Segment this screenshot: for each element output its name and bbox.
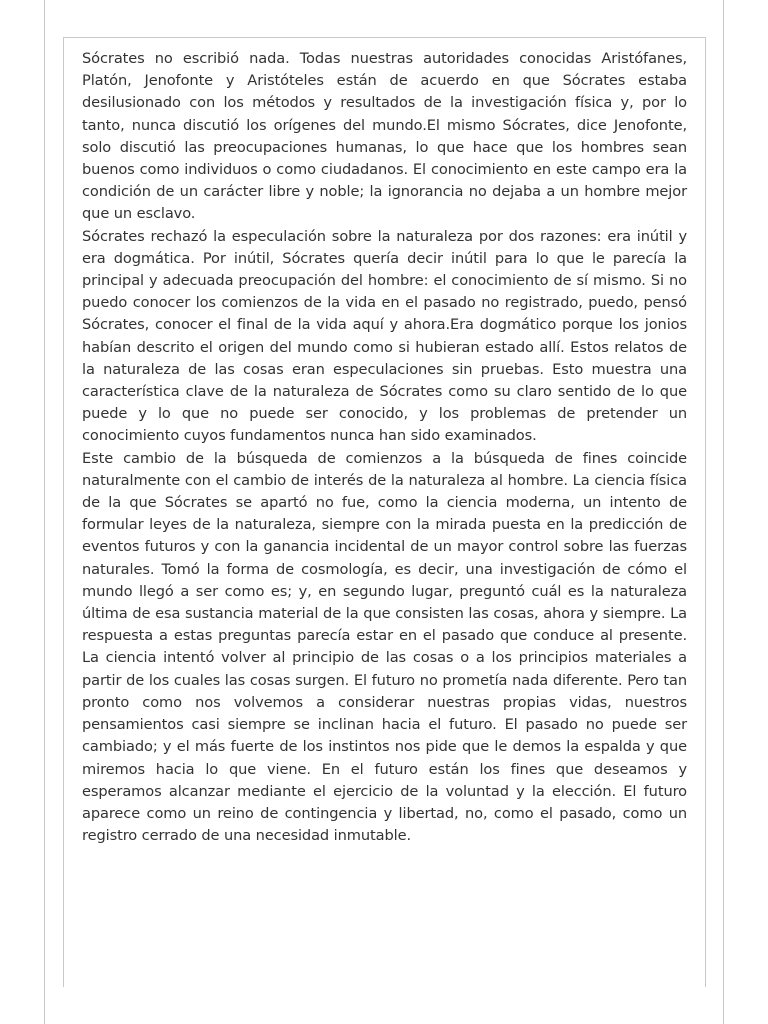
paragraph-2: Sócrates rechazó la especulación sobre la naturaleza por dos razones: era inútil y era dogmática. Por inútil, Sócrates quería decir inútil para lo que le parecía la principal y adecuada preocupación del hombre: el conocimiento de sí mismo. Si no puedo conocer los comienzos de la vida en el pasado no registrado, puedo, pensó Sócrates, conocer el final de la vida aquí y ahora.Era dogmático porque los jonios habían descrito el origen del mundo como si hubieran estado allí. Estos relatos de la naturaleza de las cosas eran especulaciones sin pruebas. Esto muestra una característica clave de la naturaleza de Sócrates como su claro sentido de lo que puede y lo que no puede ser conocido, y los problemas de pretender un conocimiento cuyos fundamentos nunca han sido examinados. [82, 227, 687, 445]
paragraph-1: Sócrates no escribió nada. Todas nuestras autoridades conocidas Aristófanes, Platón, Jenofonte y Aristóteles están de acuerdo en que Sócrates estaba desilusionado con los métodos y resultados de la investigación física y, por lo tanto, nunca discutió los orígenes del mundo.El mismo Sócrates, dice Jenofonte, solo discutió las preocupaciones humanas, lo que hace que los hombres sean buenos como individuos o como ciudadanos. El conocimiento en este campo era la condición de un carácter libre y noble; la ignorancia no dejaba a un hombre mejor que un esclavo. [82, 50, 687, 223]
paragraph-3: Este cambio de la búsqueda de comienzos a la búsqueda de fines coincide naturalmente con el cambio de interés de la naturaleza al hombre. La ciencia física de la que Sócrates se apartó no fue, como la ciencia moderna, un intento de formular leyes de la naturaleza, siempre con la mirada puesta en la predicción de eventos futuros y con la ganancia incidental de un mayor control sobre las fuerzas naturales. Tomó la forma de cosmología, es decir, una investigación de cómo el mundo llegó a ser como es; y, en segundo lugar, preguntó cuál es la naturaleza última de esa sustancia material de la que consisten las cosas, ahora y siempre. La respuesta a estas preguntas parecía estar en el pasado que conduce al presente. La ciencia intentó volver al principio de las cosas o a los principios materiales a partir de los cuales las cosas surgen. El futuro no prometía nada diferente. Pero tan pronto como nos volvemos a considerar nuestras propias vidas, nuestros pensamientos casi siempre se inclinan hacia el futuro. El pasado no puede ser cambiado; y el más fuerte de los instintos nos pide que le demos la espalda y que miremos hacia lo que viene. En el futuro están los fines que deseamos y esperamos alcanzar mediante el ejercicio de la voluntad y la elección. El futuro aparece como un reino de contingencia y libertad, no, como el pasado, como un registro cerrado de una necesidad inmutable. [82, 449, 687, 845]
document-text-box [63, 37, 706, 987]
